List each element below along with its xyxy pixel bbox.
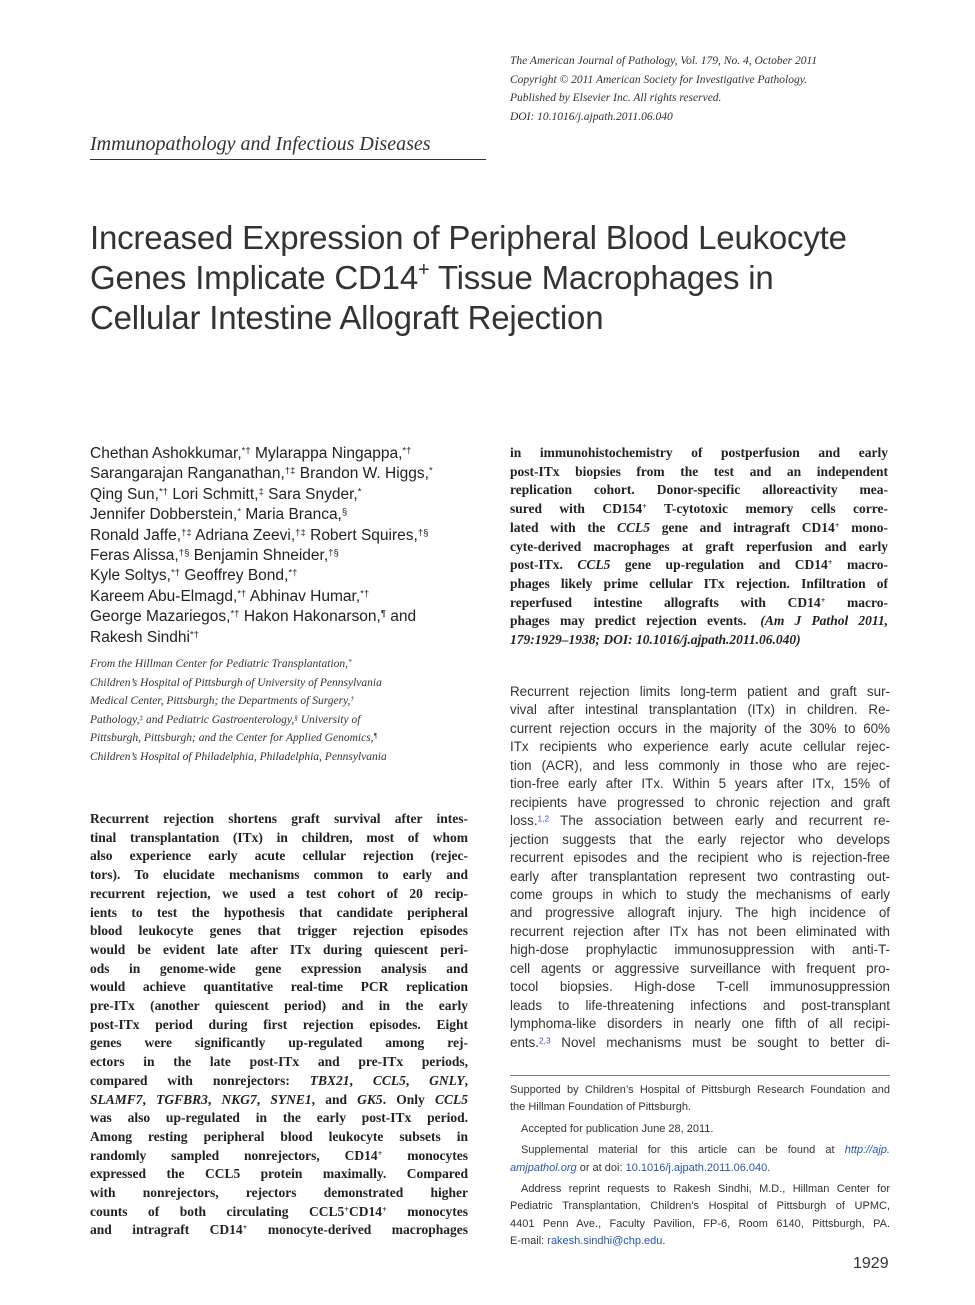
abstract-line: ectors in the late post-ITx and pre-ITx periods, xyxy=(90,1054,468,1070)
author-line xyxy=(90,546,480,566)
footnote-line: 4401 Penn Ave., Faculty Pavilion, FP-6, Room 6140, Pittsburgh, PA. xyxy=(510,1217,890,1230)
citation: (Am J Pathol 2011, xyxy=(760,613,888,629)
footnote-line: Address reprint requests to Rakesh Sindhi, M.D., Hillman Center for xyxy=(521,1183,890,1196)
body-text-span: ents. xyxy=(510,1034,540,1050)
affiliation-marker: § xyxy=(341,506,348,518)
affiliation-line xyxy=(90,692,480,711)
author-line-text: Qing Sun, xyxy=(90,485,159,503)
affiliation-marker: †§ xyxy=(178,547,190,559)
affiliations xyxy=(90,655,480,767)
affiliation-marker: *† xyxy=(158,486,169,498)
gene-name: CCL5 xyxy=(435,1091,468,1107)
title-line: Increased Expression of Peripheral Blood Leukocyte xyxy=(90,219,847,256)
abstract-line: was also up-regulated in the early post-ITx period. xyxy=(90,1110,468,1126)
abstract-text: post-ITx. xyxy=(510,557,578,573)
email-link[interactable]: rakesh.sindhi@chp.edu xyxy=(547,1235,663,1248)
author-line-text: Mylarappa Ningappa, xyxy=(250,445,403,462)
affiliation-marker: †‡ xyxy=(181,527,192,539)
title-text: Tissue Macrophages in xyxy=(429,259,774,296)
gene-name: SLAMF7 xyxy=(90,1091,143,1107)
body-text-span: The association between early and recurrent re- xyxy=(549,813,890,829)
author-line-text: and xyxy=(385,608,417,626)
body-line: recurrent rejection after ITx has not been eliminated with xyxy=(510,923,890,939)
author-line-text: Rakesh Sindhi xyxy=(90,628,190,646)
superscript: + xyxy=(642,502,647,512)
abstract-line xyxy=(510,594,888,613)
title-line: Cellular Intestine Allograft Rejection xyxy=(90,299,604,336)
author-line-text: Hakon Hakonarson, xyxy=(239,608,381,626)
affiliation-line-text: Pathology, xyxy=(90,713,140,726)
author-line-text: Kyle Soltys, xyxy=(90,567,171,585)
article-title xyxy=(90,218,930,338)
footnote-line: Accepted for publication June 28, 2011. xyxy=(521,1122,714,1135)
abstract-line xyxy=(90,1091,468,1110)
abstract-line: phages likely prime cellular ITx rejection. Infiltration of xyxy=(510,575,888,591)
author-line-text: Sarangarajan Ranganathan, xyxy=(90,465,285,483)
abstract-part-2 xyxy=(510,444,888,650)
author-line xyxy=(90,505,480,525)
body-line: recipients have progressed to chronic rejection and graft xyxy=(510,794,890,810)
footnote-text: Supplemental material for this article can be found at xyxy=(521,1144,845,1157)
body-line: vival after intestinal transplantation (ITx) in children. Re- xyxy=(510,702,890,718)
section-heading: Immunopathology and Infectious Diseases xyxy=(90,133,431,155)
gene-name: CCL5 xyxy=(372,1072,406,1088)
journal-doi: DOI: 10.1016/j.ajpath.2011.06.040 xyxy=(510,110,673,123)
affiliation-marker: †‡ xyxy=(284,466,296,478)
supplemental-link[interactable]: amjpathol.org xyxy=(510,1161,577,1174)
affiliation-marker: †§ xyxy=(417,527,429,539)
abstract-line: tors). To elucidate mechanisms common to early and xyxy=(90,867,468,883)
author-line xyxy=(90,526,480,546)
body-text-span: Novel mechanisms must be sought to better di- xyxy=(550,1034,890,1050)
abstract-line: cyte-derived macrophages at graft reperfusion and early xyxy=(510,538,888,554)
author-line-text: Benjamin Shneider, xyxy=(189,547,329,565)
section-rule xyxy=(90,159,486,160)
abstract-line: blood leukocyte genes that trigger rejection episodes xyxy=(90,923,468,939)
affiliation-line-text: Children’s Hospital of Philadelphia, Philadelphia, Pennsylvania xyxy=(90,750,387,763)
affiliation-line xyxy=(90,655,480,674)
abstract-text: counts of both circulating CCL5 xyxy=(90,1203,345,1219)
abstract-text: T-cytotoxic memory cells corre- xyxy=(646,501,888,517)
abstract-line: would achieve quantitative real-time PCR replication xyxy=(90,979,468,995)
author-line-text: Brandon W. Higgs, xyxy=(295,465,429,483)
body-line: recurrent episodes and the recipient who is rejection-free xyxy=(510,850,890,866)
abstract-text: monocyte-derived macrophages xyxy=(247,1222,468,1238)
footnotes xyxy=(510,1082,890,1255)
footnote-text: or at doi: xyxy=(576,1161,626,1174)
abstract-text: gene up-regulation and CD14 xyxy=(610,557,828,573)
footnote-text: . xyxy=(767,1161,771,1174)
author-line-text: Chethan Ashokkumar, xyxy=(90,445,242,462)
abstract-text: and intragraft CD14 xyxy=(90,1222,243,1238)
body-text xyxy=(510,683,890,1052)
abstract-line xyxy=(90,1221,468,1240)
body-line: tion (ACR), and less commonly in those who are rejec- xyxy=(510,757,890,773)
abstract-line: would be evident late after ITx during quiescent peri- xyxy=(90,941,468,957)
abstract-text: macro- xyxy=(832,557,888,573)
author-line xyxy=(90,444,480,464)
abstract-line xyxy=(90,1147,468,1166)
abstract-part-1 xyxy=(90,810,468,1240)
footnote-line: Pediatric Transplantation, Children’s Hospital of Pittsburgh of UPMC, xyxy=(510,1200,890,1213)
affiliation-marker: *† xyxy=(360,588,370,600)
journal-copyright: Copyright © 2011 American Society for Investigative Pathology. xyxy=(510,73,808,86)
affiliation-line xyxy=(90,674,480,693)
abstract-text: monocytes xyxy=(386,1203,468,1219)
abstract-text: compared with nonrejectors: xyxy=(90,1072,310,1088)
affiliation-line-text: From the Hillman Center for Pediatric Transplantation, xyxy=(90,658,349,670)
abstract-line: in immunohistochemistry of postperfusion and early xyxy=(510,445,888,460)
body-line: leads to life-threatening infections and post-transplant xyxy=(510,997,890,1013)
affiliation-marker: †§ xyxy=(328,547,339,559)
author-line xyxy=(90,607,480,627)
abstract-line xyxy=(510,631,888,650)
abstract-text: gene and intragraft CD14 xyxy=(650,519,835,535)
gene-name: TGFBR3 xyxy=(156,1091,208,1107)
affiliation-line-text: Pittsburgh, Pittsburgh; and the Center for Applied Genomics, xyxy=(90,732,374,745)
abstract-line: genes were significantly up-regulated among rej- xyxy=(90,1035,468,1051)
affiliation-marker: ‡ xyxy=(258,486,264,498)
body-line: lymphoma-like disorders in nearly one fifth of all recipi- xyxy=(510,1016,890,1032)
author-line-text: Jennifer Dobberstein, xyxy=(90,506,238,524)
superscript: + xyxy=(834,521,840,531)
abstract-line: recurrent rejection, we used a test cohort of 20 recip- xyxy=(90,885,468,901)
affiliation-marker: * xyxy=(357,486,362,498)
abstract-text: CD14 xyxy=(349,1203,382,1219)
body-line: cell agents or aggressive surveillance with frequent pro- xyxy=(510,960,890,976)
abstract-line: Recurrent rejection shortens graft survival after intes- xyxy=(90,811,468,826)
footnote-line: Supported by Children’s Hospital of Pittsburgh Research Foundation and xyxy=(510,1084,890,1096)
affiliation-marker: ‡ xyxy=(139,713,144,722)
body-text-span: loss. xyxy=(510,813,538,829)
affiliation-line-text: University of xyxy=(297,713,361,726)
supplemental-link[interactable]: http://ajp. xyxy=(844,1144,890,1157)
affiliation-line-text: Medical Center, Pittsburgh; the Departments of Surgery, xyxy=(90,695,351,708)
body-line: and progressive allograft injury. The high incidence of xyxy=(510,905,890,921)
gene-name: SYNE1 xyxy=(270,1091,312,1107)
journal-info xyxy=(510,52,910,126)
affiliation-marker: § xyxy=(294,713,298,722)
author-line-text: Maria Branca, xyxy=(241,506,342,524)
author-line xyxy=(90,628,480,648)
superscript: + xyxy=(344,1205,349,1214)
author-line xyxy=(90,485,480,505)
footnote-rule xyxy=(510,1075,890,1076)
author-line-text: Kareem Abu-Elmagd, xyxy=(90,587,238,605)
abstract-line xyxy=(90,1203,468,1222)
footnote-accepted xyxy=(510,1121,890,1138)
title-line xyxy=(90,258,930,298)
abstract-line: with nonrejectors, rejectors demonstrated higher xyxy=(90,1185,468,1201)
superscript: + xyxy=(377,1148,383,1158)
author-line-text: Abhinav Humar, xyxy=(246,587,361,605)
footnote-supplemental xyxy=(510,1142,890,1177)
abstract-line: ients to test the hypothesis that candidate peripheral xyxy=(90,904,468,920)
affiliation-line-text: Children’s Hospital of Pittsburgh of University of Pennsylvania xyxy=(90,676,382,689)
abstract-line xyxy=(510,612,888,631)
abstract-text: reperfused intestine allografts with CD14 xyxy=(510,594,821,610)
abstract-line xyxy=(510,556,888,575)
abstract-text: phages may predict rejection events. xyxy=(510,613,747,629)
author-line-text: Robert Squires, xyxy=(305,526,418,544)
abstract-line: also experience early acute cellular rejection (rejec- xyxy=(90,848,468,864)
affiliation-marker: ¶ xyxy=(380,608,386,620)
abstract-text: , and xyxy=(311,1091,358,1107)
journal-publisher: Published by Elsevier Inc. All rights reserved. xyxy=(510,92,722,104)
gene-name: TBX21 xyxy=(309,1072,350,1088)
abstract-text: , xyxy=(464,1072,468,1088)
body-line: ITx recipients who experience early acute cellular rejec- xyxy=(510,739,890,755)
footnote-line xyxy=(510,1233,890,1250)
abstract-text: , xyxy=(349,1072,373,1088)
author-line-text: Ronald Jaffe, xyxy=(90,526,182,544)
abstract-line xyxy=(510,500,888,519)
author-line-text: Geoffrey Bond, xyxy=(180,567,289,585)
footnote-address xyxy=(510,1181,890,1251)
affiliation-marker: ¶ xyxy=(373,732,378,741)
affiliation-marker: *† xyxy=(189,629,200,641)
footnote-text: . xyxy=(662,1235,666,1248)
reference-link[interactable]: 1,2 xyxy=(537,813,550,824)
superscript: + xyxy=(242,1223,248,1233)
body-line xyxy=(510,812,890,830)
affiliation-marker: * xyxy=(348,657,352,666)
body-line: early after transplantation represent two contrasting out- xyxy=(510,868,890,884)
body-line: tocol biopsies. High-dose T-cell immunosuppression xyxy=(510,979,890,995)
affiliation-marker: * xyxy=(237,506,242,518)
abstract-line: post-ITx biopsies from the test and an independent xyxy=(510,463,888,479)
body-line: Recurrent rejection limits long-term patient and graft sur- xyxy=(510,684,890,699)
gene-name: GK5 xyxy=(357,1091,383,1107)
gene-name: CCL5 xyxy=(617,519,651,535)
affiliation-marker: *† xyxy=(288,568,298,580)
gene-name: GNLY xyxy=(429,1072,465,1088)
abstract-text: randomly sampled nonrejectors, CD14 xyxy=(90,1147,378,1163)
author-line-text: Sara Snyder, xyxy=(263,485,358,503)
affiliation-marker: *† xyxy=(230,608,240,620)
affiliation-marker: *† xyxy=(237,588,247,600)
abstract-line: post-ITx period during first rejection episodes. Eight xyxy=(90,1016,468,1032)
body-line: current rejection occurs in the majority of the 30% to 60% xyxy=(510,720,890,736)
author-line-text: Feras Alissa, xyxy=(90,547,179,565)
footnote-text: E-mail: xyxy=(510,1235,548,1248)
citation: 179:1929–1938; DOI: 10.1016/j.ajpath.2011.06.040) xyxy=(510,632,801,648)
author-line-text: Adriana Zeevi, xyxy=(191,526,296,544)
superscript: + xyxy=(820,595,826,605)
author-line-text: George Mazariegos, xyxy=(90,608,231,626)
abstract-text: , xyxy=(405,1072,430,1088)
superscript: + xyxy=(827,558,833,568)
abstract-line: ods in genome-wide gene expression analysis and xyxy=(90,960,468,976)
abstract-line: pre-ITx (another quiescent period) and in the early xyxy=(90,998,468,1014)
body-line: jection suggests that the early rejector who develops xyxy=(510,831,890,847)
doi-link[interactable]: 10.1016/j.ajpath.2011.06.040 xyxy=(625,1161,768,1174)
abstract-line: expressed the CCL5 protein maximally. Compared xyxy=(90,1166,468,1182)
abstract-text: , xyxy=(142,1091,157,1107)
abstract-text: lated with the xyxy=(510,519,618,535)
abstract-line xyxy=(510,519,888,538)
affiliation-marker: * xyxy=(428,466,433,478)
journal-citation: The American Journal of Pathology, Vol. 179, No. 4, October 2011 xyxy=(510,55,818,67)
body-line xyxy=(510,1034,890,1052)
footnote-line xyxy=(510,1142,890,1159)
affiliation-line xyxy=(90,711,480,730)
author-line-text: Lori Schmitt, xyxy=(168,485,259,503)
abstract-text: monocytes xyxy=(382,1147,468,1163)
abstract-text: , xyxy=(207,1091,222,1107)
abstract-line: Among resting peripheral blood leukocyte subsets in xyxy=(90,1128,468,1144)
superscript: + xyxy=(382,1205,387,1214)
footnote-line: the Hillman Foundation of Pittsburgh. xyxy=(510,1101,691,1114)
author-list xyxy=(90,444,480,648)
abstract-text: , xyxy=(256,1091,271,1107)
abstract-line: tinal transplantation (ITx) in children, most of whom xyxy=(90,829,468,845)
footnote-support xyxy=(510,1082,890,1117)
gene-name: CCL5 xyxy=(577,557,611,573)
author-line xyxy=(90,566,480,586)
body-line: tion-free early after ITx. Within 5 years after ITx, 15% of xyxy=(510,776,890,792)
title-superscript: + xyxy=(417,259,430,281)
abstract-text: . Only xyxy=(382,1091,435,1107)
affiliation-marker: *† xyxy=(241,445,251,457)
reference-link[interactable]: 2,3 xyxy=(539,1034,551,1045)
abstract-text: macro- xyxy=(825,594,888,610)
author-line xyxy=(90,464,480,484)
affiliation-marker: †‡ xyxy=(295,527,306,539)
page-number: 1929 xyxy=(853,1255,889,1272)
abstract-text: sured with CD154 xyxy=(510,501,643,517)
abstract-line xyxy=(90,1072,468,1091)
title-text: Genes Implicate CD14 xyxy=(90,259,418,296)
affiliation-line xyxy=(90,729,480,748)
affiliation-line-text: and Pediatric Gastroenterology, xyxy=(143,713,295,726)
abstract-text: mono- xyxy=(839,519,888,535)
gene-name: NKG7 xyxy=(221,1091,257,1107)
body-line: come groups in which to study the mechanisms of early xyxy=(510,886,890,902)
affiliation-marker: † xyxy=(350,694,354,703)
affiliation-marker: *† xyxy=(402,445,412,457)
affiliation-line xyxy=(90,748,480,767)
abstract-line: replication cohort. Donor-specific alloreactivity mea- xyxy=(510,482,888,498)
affiliation-marker: *† xyxy=(170,568,181,580)
body-line: high-dose prophylactic immunosuppression with anti-T- xyxy=(510,942,890,958)
author-line xyxy=(90,587,480,607)
footnote-line xyxy=(510,1160,890,1177)
